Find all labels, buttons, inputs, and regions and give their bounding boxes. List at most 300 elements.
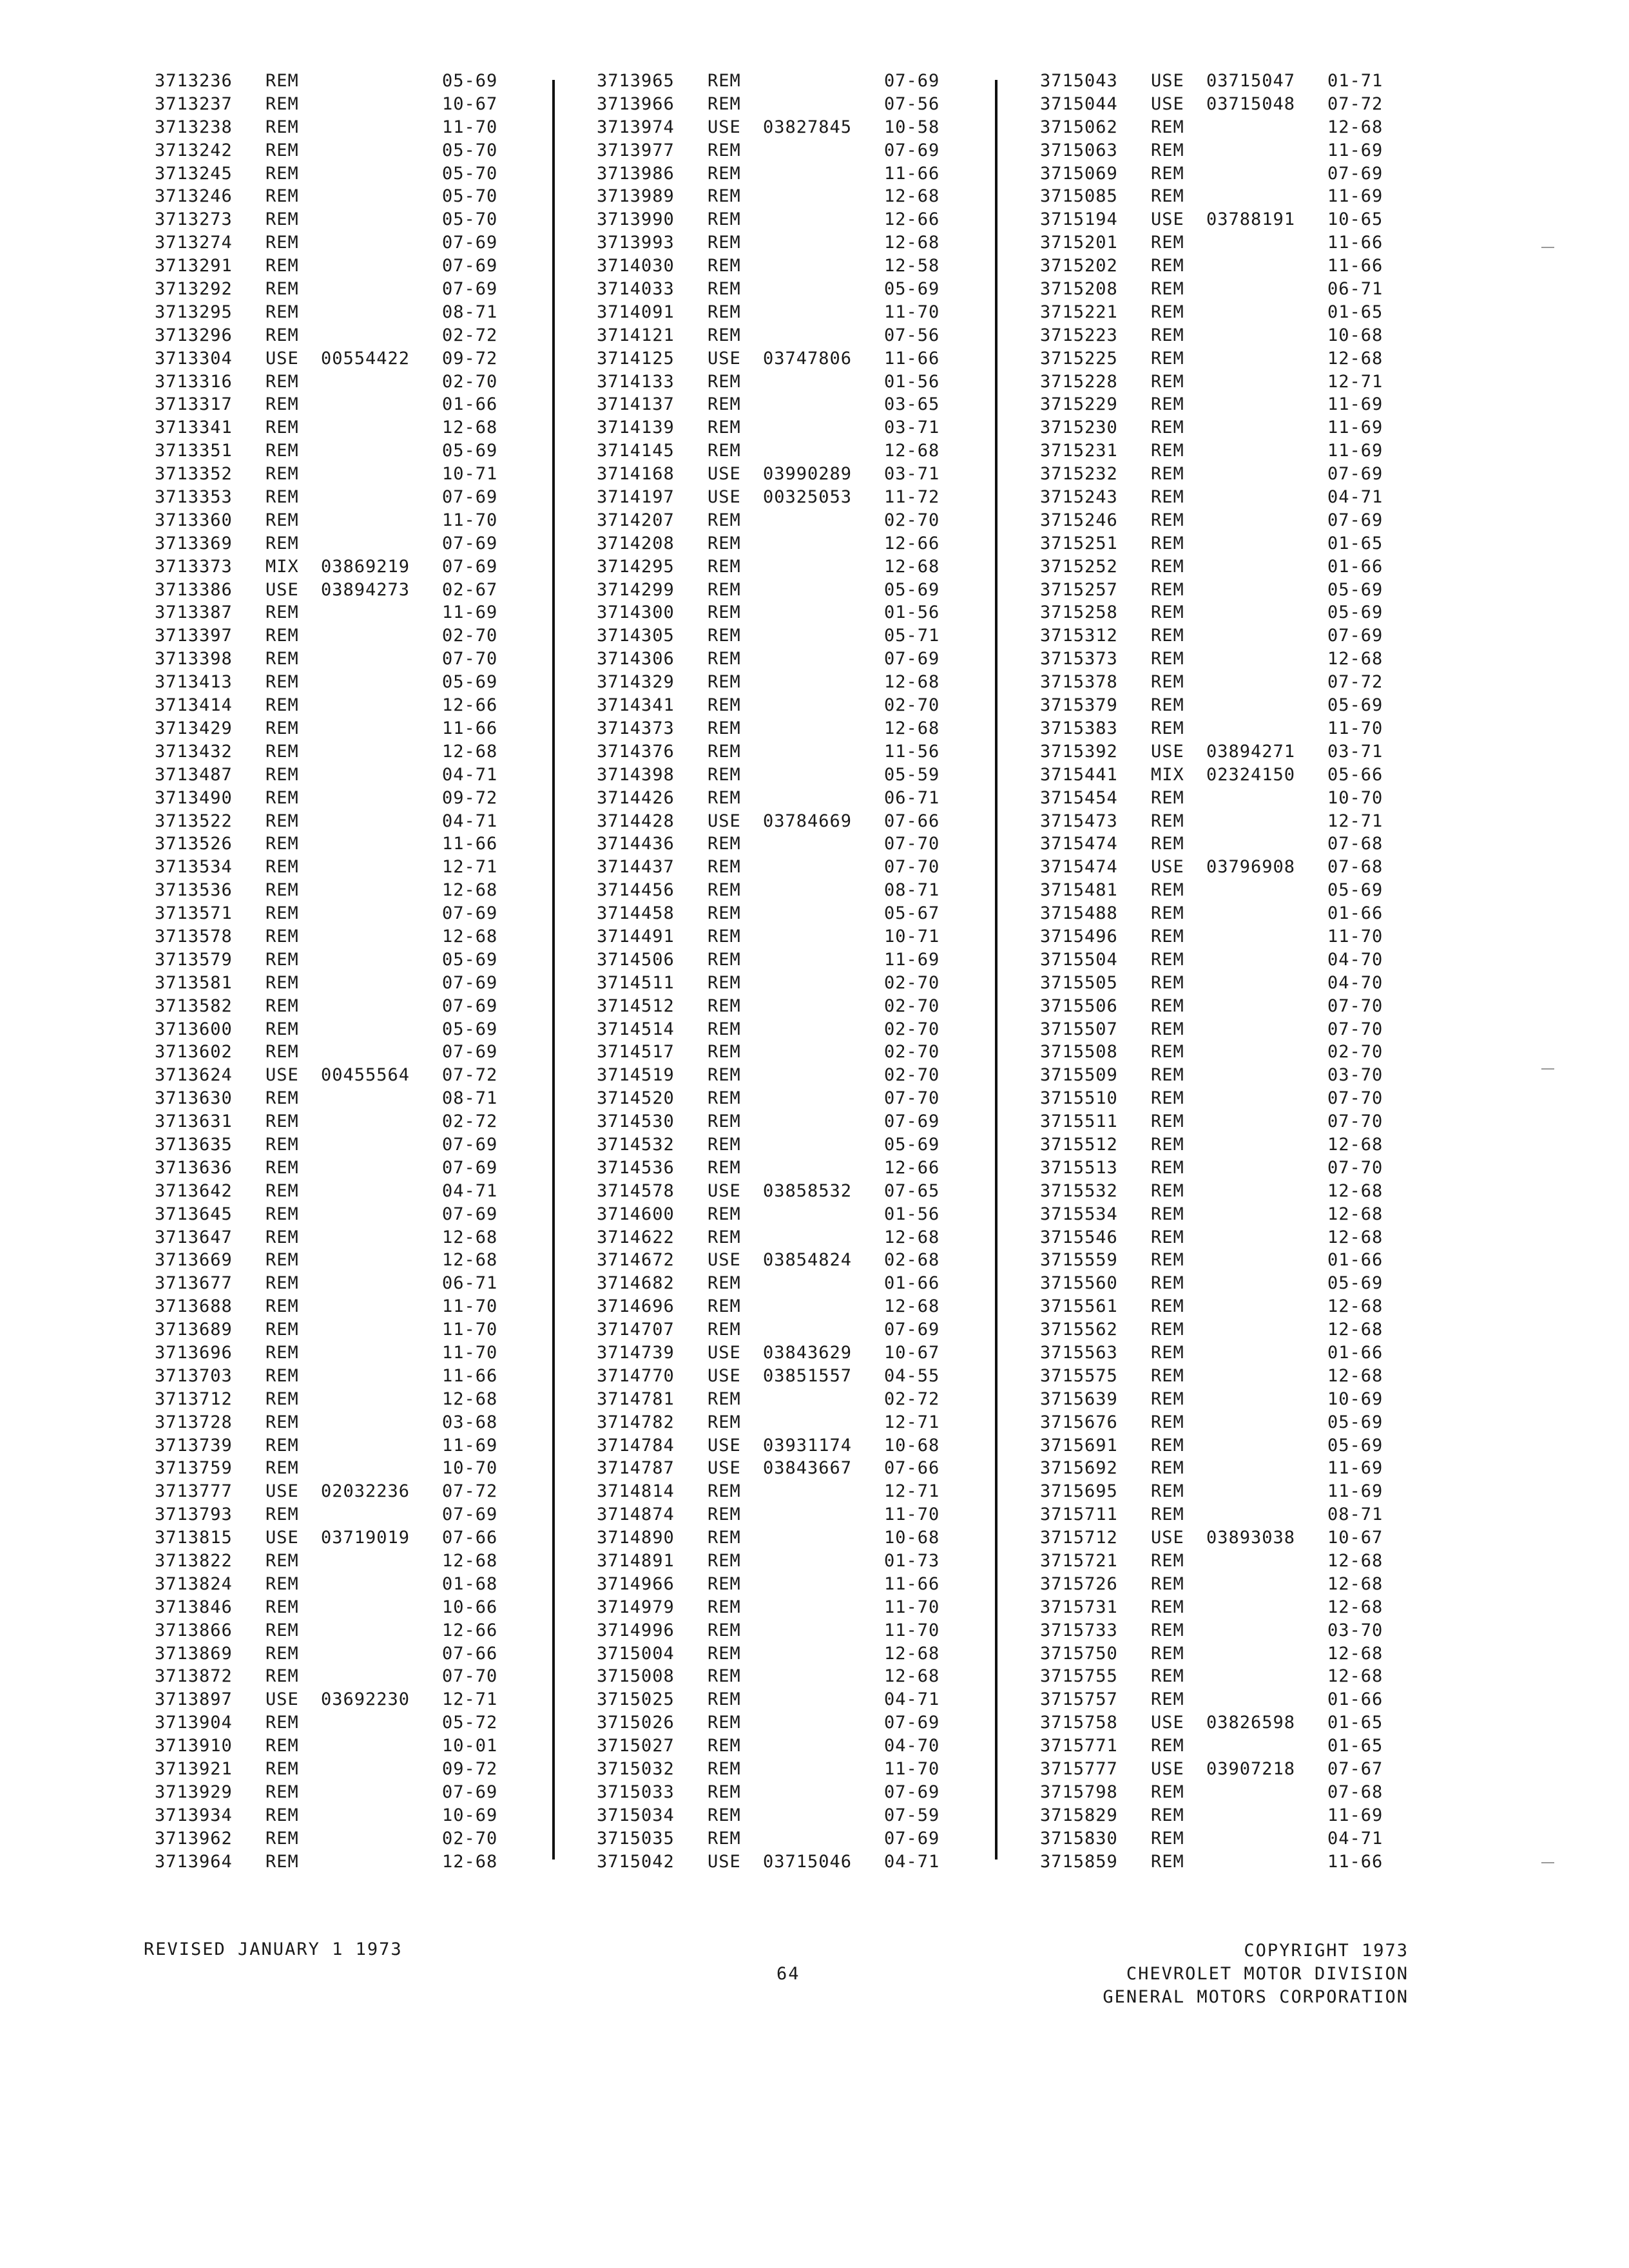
date-code: 05-69	[1327, 1273, 1383, 1294]
status-code: REM	[1151, 672, 1184, 693]
part-number: 3713929	[155, 1782, 233, 1802]
date-code: 11-66	[1327, 233, 1383, 253]
status-code: REM	[265, 626, 299, 646]
status-code: REM	[1151, 880, 1184, 901]
part-number: 3713866	[155, 1620, 233, 1640]
date-code: 04-71	[1327, 1828, 1383, 1849]
part-number: 3715243	[1040, 487, 1118, 508]
part-number: 3713360	[155, 510, 233, 530]
status-code: REM	[265, 880, 299, 901]
status-code: REM	[265, 1157, 299, 1178]
date-code: 07-69	[884, 1111, 940, 1132]
status-code: REM	[708, 256, 741, 276]
date-code: 06-71	[884, 787, 940, 808]
status-code: USE	[708, 464, 741, 485]
status-code: REM	[1151, 695, 1184, 716]
date-code: 12-68	[442, 926, 498, 947]
part-number: 3714306	[597, 649, 675, 669]
part-number: 3715777	[1040, 1759, 1118, 1780]
part-number: 3714622	[597, 1227, 675, 1247]
part-number: 3713777	[155, 1481, 233, 1502]
status-code: REM	[708, 1204, 741, 1224]
part-number: 3715798	[1040, 1782, 1118, 1802]
status-code: USE	[1151, 741, 1184, 762]
part-number: 3714782	[597, 1412, 675, 1432]
status-code: USE	[708, 1250, 741, 1271]
date-code: 11-69	[1327, 186, 1383, 207]
part-number: 3713974	[597, 117, 675, 137]
date-code: 07-72	[1327, 672, 1383, 693]
part-number: 3713921	[155, 1759, 233, 1780]
part-number: 3714530	[597, 1111, 675, 1132]
date-code: 10-01	[442, 1736, 498, 1756]
part-number: 3713236	[155, 71, 233, 91]
status-code: REM	[1151, 1065, 1184, 1086]
part-number: 3715044	[1040, 93, 1118, 114]
status-code: REM	[1151, 1435, 1184, 1456]
status-code: REM	[1151, 626, 1184, 646]
date-code: 07-70	[884, 1088, 940, 1109]
date-code: 10-66	[442, 1597, 498, 1617]
date-code: 01-56	[884, 1204, 940, 1224]
status-code: REM	[708, 1736, 741, 1756]
part-number: 3715859	[1040, 1851, 1118, 1872]
date-code: 11-70	[884, 1620, 940, 1640]
date-code: 12-68	[442, 741, 498, 762]
date-code: 11-66	[1327, 256, 1383, 276]
part-number: 3715512	[1040, 1134, 1118, 1155]
date-code: 11-69	[1327, 394, 1383, 415]
part-number: 3715221	[1040, 302, 1118, 322]
status-code: USE	[265, 1528, 299, 1548]
status-code: REM	[1151, 1389, 1184, 1409]
status-code: REM	[708, 394, 741, 415]
date-code: 07-69	[442, 533, 498, 553]
status-code: REM	[1151, 302, 1184, 322]
date-code: 05-70	[442, 209, 498, 230]
date-code: 07-66	[884, 811, 940, 831]
replacement-part: 03843629	[763, 1342, 853, 1363]
part-number: 3714426	[597, 787, 675, 808]
part-number: 3715731	[1040, 1597, 1118, 1617]
part-number: 3715511	[1040, 1111, 1118, 1132]
part-number: 3715691	[1040, 1435, 1118, 1456]
date-code: 05-70	[442, 163, 498, 184]
part-number: 3715062	[1040, 117, 1118, 137]
status-code: REM	[708, 602, 741, 623]
status-code: REM	[1151, 926, 1184, 947]
date-code: 01-65	[1327, 302, 1383, 322]
status-code: REM	[265, 163, 299, 184]
part-number: 3715378	[1040, 672, 1118, 693]
part-number: 3713815	[155, 1528, 233, 1548]
part-number: 3715208	[1040, 279, 1118, 300]
status-code: REM	[265, 649, 299, 669]
status-code: REM	[1151, 533, 1184, 553]
status-code: REM	[265, 602, 299, 623]
replacement-part: 03869219	[321, 556, 410, 577]
status-code: REM	[708, 1759, 741, 1780]
part-number: 3715026	[597, 1713, 675, 1733]
part-number: 3715733	[1040, 1620, 1118, 1640]
part-number: 3714030	[597, 256, 675, 276]
date-code: 11-69	[1327, 1458, 1383, 1479]
date-code: 12-68	[884, 672, 940, 693]
part-number: 3714707	[597, 1320, 675, 1340]
date-code: 07-70	[1327, 1019, 1383, 1039]
part-number: 3713429	[155, 718, 233, 738]
part-number: 3715225	[1040, 348, 1118, 369]
date-code: 12-68	[1327, 649, 1383, 669]
part-number: 3714682	[597, 1273, 675, 1294]
part-number: 3714514	[597, 1019, 675, 1039]
status-code: REM	[265, 394, 299, 415]
date-code: 11-66	[884, 348, 940, 369]
part-number: 3713238	[155, 117, 233, 137]
part-number: 3714456	[597, 880, 675, 901]
part-number: 3713386	[155, 579, 233, 600]
part-number: 3715639	[1040, 1389, 1118, 1409]
part-number: 3713341	[155, 418, 233, 438]
part-number: 3713739	[155, 1435, 233, 1456]
status-code: REM	[1151, 117, 1184, 137]
status-code: REM	[708, 1157, 741, 1178]
date-code: 12-68	[884, 1643, 940, 1664]
status-code: REM	[708, 1782, 741, 1802]
status-code: REM	[265, 233, 299, 253]
status-code: USE	[1151, 857, 1184, 878]
status-code: REM	[708, 71, 741, 91]
date-code: 12-68	[884, 1227, 940, 1247]
status-code: REM	[1151, 1111, 1184, 1132]
part-number: 3713624	[155, 1065, 233, 1086]
part-number: 3713352	[155, 464, 233, 485]
status-code: REM	[708, 695, 741, 716]
status-code: REM	[1151, 510, 1184, 530]
status-code: REM	[1151, 163, 1184, 184]
part-number: 3713647	[155, 1227, 233, 1247]
date-code: 11-69	[1327, 1481, 1383, 1502]
date-code: 07-66	[442, 1643, 498, 1664]
revised-date: REVISED JANUARY 1 1973	[144, 1939, 403, 1959]
part-number: 3714519	[597, 1065, 675, 1086]
part-number: 3713822	[155, 1551, 233, 1571]
status-code: REM	[265, 672, 299, 693]
part-number: 3713966	[597, 93, 675, 114]
date-code: 01-66	[1327, 1689, 1383, 1710]
date-code: 05-69	[442, 949, 498, 970]
part-number: 3715771	[1040, 1736, 1118, 1756]
replacement-part: 03788191	[1206, 209, 1296, 230]
status-code: REM	[265, 1828, 299, 1849]
status-code: REM	[708, 533, 741, 553]
status-code: USE	[708, 1851, 741, 1872]
status-code: USE	[1151, 209, 1184, 230]
status-code: REM	[708, 1713, 741, 1733]
status-code: REM	[265, 1389, 299, 1409]
date-code: 03-65	[884, 394, 940, 415]
status-code: REM	[1151, 1296, 1184, 1317]
part-number: 3713631	[155, 1111, 233, 1132]
part-number: 3715721	[1040, 1551, 1118, 1571]
date-code: 11-70	[884, 1597, 940, 1617]
date-code: 11-72	[884, 487, 940, 508]
date-code: 11-69	[442, 1435, 498, 1456]
status-code: REM	[708, 1065, 741, 1086]
status-code: REM	[1151, 348, 1184, 369]
status-code: REM	[708, 718, 741, 738]
part-number: 3715695	[1040, 1481, 1118, 1502]
status-code: REM	[265, 325, 299, 345]
part-number: 3713237	[155, 93, 233, 114]
date-code: 09-72	[442, 1759, 498, 1780]
status-code: USE	[708, 1342, 741, 1363]
date-code: 07-67	[1327, 1759, 1383, 1780]
status-code: REM	[265, 1111, 299, 1132]
status-code: REM	[265, 972, 299, 993]
date-code: 11-70	[442, 117, 498, 137]
status-code: REM	[1151, 903, 1184, 924]
status-code: REM	[265, 1342, 299, 1363]
status-code: REM	[1151, 487, 1184, 508]
date-code: 07-70	[442, 1666, 498, 1687]
status-code: REM	[1151, 1504, 1184, 1525]
status-code: REM	[1151, 1365, 1184, 1386]
part-number: 3713897	[155, 1689, 233, 1710]
status-code: REM	[708, 1573, 741, 1594]
part-number: 3713353	[155, 487, 233, 508]
part-number: 3715504	[1040, 949, 1118, 970]
date-code: 05-70	[442, 140, 498, 160]
status-code: REM	[1151, 1689, 1184, 1710]
date-code: 11-69	[1327, 418, 1383, 438]
part-number: 3713526	[155, 834, 233, 854]
part-number: 3713487	[155, 764, 233, 785]
status-code: REM	[708, 1389, 741, 1409]
status-code: USE	[708, 1435, 741, 1456]
date-code: 12-68	[884, 233, 940, 253]
part-number: 3715373	[1040, 649, 1118, 669]
date-code: 03-68	[442, 1412, 498, 1432]
part-number: 3715510	[1040, 1088, 1118, 1109]
date-code: 12-68	[884, 1296, 940, 1317]
part-number: 3715312	[1040, 626, 1118, 646]
status-code: REM	[1151, 233, 1184, 253]
part-number: 3713965	[597, 71, 675, 91]
date-code: 11-70	[1327, 718, 1383, 738]
part-number: 3713688	[155, 1296, 233, 1317]
status-code: REM	[708, 1019, 741, 1039]
date-code: 01-73	[884, 1551, 940, 1571]
status-code: REM	[265, 1250, 299, 1271]
part-number: 3715505	[1040, 972, 1118, 993]
status-code: REM	[708, 1643, 741, 1664]
replacement-part: 03692230	[321, 1689, 410, 1710]
date-code: 07-69	[442, 1157, 498, 1178]
replacement-part: 03715046	[763, 1851, 853, 1872]
date-code: 12-71	[1327, 811, 1383, 831]
part-number: 3713904	[155, 1713, 233, 1733]
part-number: 3714125	[597, 348, 675, 369]
status-code: MIX	[265, 556, 299, 577]
part-number: 3715711	[1040, 1504, 1118, 1525]
date-code: 02-70	[442, 626, 498, 646]
status-code: USE	[708, 117, 741, 137]
status-code: REM	[708, 995, 741, 1016]
part-number: 3713728	[155, 1412, 233, 1432]
status-code: REM	[265, 1597, 299, 1617]
date-code: 12-71	[442, 857, 498, 878]
date-code: 12-68	[1327, 1573, 1383, 1594]
replacement-part: 03990289	[763, 464, 853, 485]
part-number: 3713986	[597, 163, 675, 184]
date-code: 05-59	[884, 764, 940, 785]
status-code: REM	[265, 1805, 299, 1825]
status-code: REM	[265, 186, 299, 207]
part-number: 3715069	[1040, 163, 1118, 184]
status-code: REM	[265, 1412, 299, 1432]
part-number: 3713246	[155, 186, 233, 207]
status-code: REM	[708, 1828, 741, 1849]
date-code: 12-68	[884, 186, 940, 207]
status-code: REM	[265, 71, 299, 91]
part-number: 3713369	[155, 533, 233, 553]
part-number: 3714814	[597, 1481, 675, 1502]
date-code: 12-68	[442, 1551, 498, 1571]
status-code: REM	[265, 441, 299, 461]
status-code: REM	[1151, 441, 1184, 461]
status-code: REM	[708, 764, 741, 785]
date-code: 12-68	[884, 556, 940, 577]
date-code: 07-72	[442, 1065, 498, 1086]
status-code: REM	[1151, 1250, 1184, 1271]
part-number: 3713869	[155, 1643, 233, 1664]
status-code: REM	[265, 1643, 299, 1664]
date-code: 12-68	[1327, 1643, 1383, 1664]
part-number: 3713398	[155, 649, 233, 669]
part-number: 3713677	[155, 1273, 233, 1294]
date-code: 12-68	[1327, 1296, 1383, 1317]
date-code: 10-67	[1327, 1528, 1383, 1548]
part-number: 3713317	[155, 394, 233, 415]
status-code: REM	[1151, 1805, 1184, 1825]
date-code: 12-66	[884, 533, 940, 553]
replacement-part: 03719019	[321, 1528, 410, 1548]
status-code: REM	[708, 1296, 741, 1317]
part-number: 3715230	[1040, 418, 1118, 438]
date-code: 04-70	[1327, 972, 1383, 993]
status-code: REM	[708, 1111, 741, 1132]
status-code: REM	[1151, 1204, 1184, 1224]
status-code: REM	[708, 371, 741, 392]
status-code: USE	[265, 1689, 299, 1710]
date-code: 02-70	[884, 510, 940, 530]
status-code: REM	[1151, 1412, 1184, 1432]
status-code: REM	[708, 186, 741, 207]
status-code: REM	[265, 1019, 299, 1039]
date-code: 01-66	[1327, 1342, 1383, 1363]
status-code: REM	[1151, 649, 1184, 669]
status-code: REM	[265, 117, 299, 137]
status-code: REM	[708, 741, 741, 762]
date-code: 04-71	[884, 1851, 940, 1872]
status-code: REM	[265, 1620, 299, 1640]
part-number: 3714207	[597, 510, 675, 530]
part-number: 3714506	[597, 949, 675, 970]
date-code: 04-70	[1327, 949, 1383, 970]
status-code: REM	[708, 1134, 741, 1155]
status-code: REM	[1151, 1019, 1184, 1039]
part-number: 3713977	[597, 140, 675, 160]
part-number: 3715474	[1040, 857, 1118, 878]
status-code: REM	[708, 1273, 741, 1294]
status-code: REM	[708, 1412, 741, 1432]
status-code: REM	[1151, 1042, 1184, 1062]
replacement-part: 00554422	[321, 348, 410, 369]
part-number: 3715231	[1040, 441, 1118, 461]
replacement-part: 03851557	[763, 1365, 853, 1386]
part-number: 3714458	[597, 903, 675, 924]
part-number: 3714295	[597, 556, 675, 577]
scan-mark	[1541, 1862, 1554, 1863]
date-code: 05-69	[884, 1134, 940, 1155]
part-number: 3714091	[597, 302, 675, 322]
part-number: 3715194	[1040, 209, 1118, 230]
status-code: REM	[1151, 371, 1184, 392]
part-number: 3714373	[597, 718, 675, 738]
status-code: REM	[708, 834, 741, 854]
part-number: 3714672	[597, 1250, 675, 1271]
date-code: 03-71	[1327, 741, 1383, 762]
part-number: 3715481	[1040, 880, 1118, 901]
date-code: 08-71	[884, 880, 940, 901]
part-number: 3715560	[1040, 1273, 1118, 1294]
date-code: 10-69	[1327, 1389, 1383, 1409]
part-number: 3713296	[155, 325, 233, 345]
date-code: 07-68	[1327, 834, 1383, 854]
status-code: REM	[265, 1296, 299, 1317]
date-code: 04-71	[1327, 487, 1383, 508]
part-number: 3715534	[1040, 1204, 1118, 1224]
status-code: REM	[265, 1713, 299, 1733]
date-code: 10-68	[884, 1435, 940, 1456]
status-code: REM	[1151, 1597, 1184, 1617]
status-code: REM	[708, 1805, 741, 1825]
status-code: REM	[1151, 787, 1184, 808]
date-code: 10-69	[442, 1805, 498, 1825]
status-code: REM	[265, 1042, 299, 1062]
status-code: REM	[708, 418, 741, 438]
date-code: 12-68	[1327, 1227, 1383, 1247]
part-number: 3713602	[155, 1042, 233, 1062]
part-number: 3714145	[597, 441, 675, 461]
date-code: 07-69	[442, 279, 498, 300]
date-code: 11-70	[442, 1342, 498, 1363]
part-number: 3715473	[1040, 811, 1118, 831]
part-number: 3715025	[597, 1689, 675, 1710]
part-number: 3713292	[155, 279, 233, 300]
date-code: 06-71	[1327, 279, 1383, 300]
part-number: 3713964	[155, 1851, 233, 1872]
part-number: 3715546	[1040, 1227, 1118, 1247]
date-code: 05-69	[1327, 579, 1383, 600]
status-code: REM	[1151, 1458, 1184, 1479]
date-code: 11-70	[884, 1504, 940, 1525]
part-number: 3713962	[155, 1828, 233, 1849]
status-code: REM	[1151, 464, 1184, 485]
date-code: 02-70	[1327, 1042, 1383, 1062]
part-number: 3715563	[1040, 1342, 1118, 1363]
